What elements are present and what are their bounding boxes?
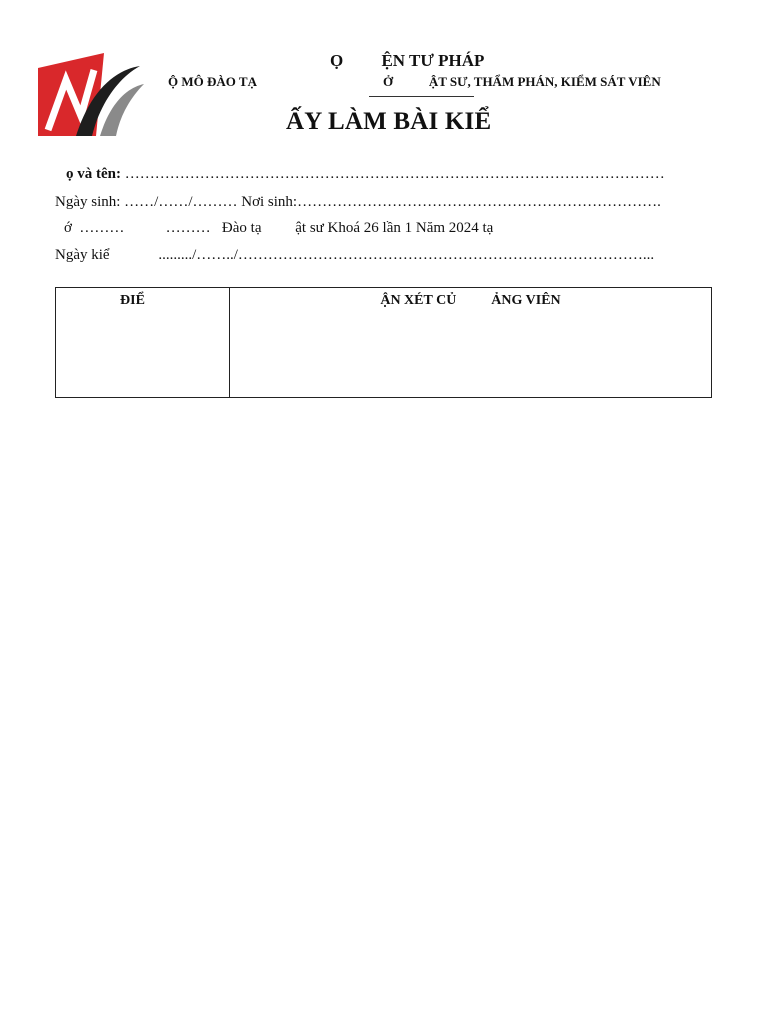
name-label: ọ và tên: — [66, 166, 121, 182]
name-field[interactable]: ……………………………………………………………………………………………… — [121, 166, 665, 182]
institution-logo — [36, 50, 144, 140]
grading-table — [55, 287, 712, 398]
department-name: Ộ MÔ ĐÀO TẠ — [168, 74, 257, 89]
comment-cell[interactable] — [230, 288, 712, 398]
exam-date-line[interactable]: Ngày kiể ........./……../………………………………………………………………………... — [55, 247, 655, 263]
ministry-name: Ọ ỆN TƯ PHÁP — [330, 51, 485, 70]
header-underline — [369, 96, 474, 97]
class-line[interactable]: ớ ……… ……… Đào tạ ật sư Khoá 26 lần 1 Năm 2024 tạ — [64, 220, 494, 236]
dob-line[interactable]: Ngày sinh: ……/……/……… Nơi sinh:………………………………………………………………. — [55, 194, 661, 210]
comment-header: ẬN XÉT CỦ ẢNG VIÊN — [380, 293, 561, 308]
name-line — [66, 166, 665, 183]
academy-name: Ở ẬT SƯ, THẨM PHÁN, KIỂM SÁT VIÊN — [383, 74, 661, 89]
page-title: ẤY LÀM BÀI KIỂ — [286, 108, 492, 135]
score-header: ĐIỂ — [120, 293, 145, 308]
score-cell[interactable] — [56, 288, 230, 398]
